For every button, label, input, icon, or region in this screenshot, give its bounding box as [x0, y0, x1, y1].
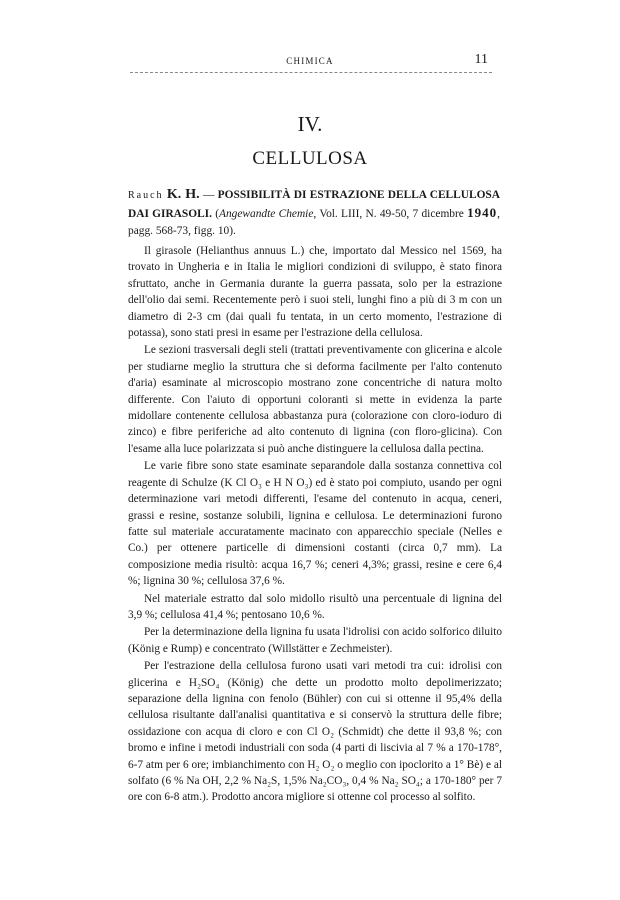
running-head — [0, 52, 620, 74]
section-number: IV. — [297, 112, 323, 136]
author-initials: K. H. — [166, 187, 200, 202]
citation-separator: — — [199, 189, 218, 201]
paragraph: Le varie fibre sono state esaminate separandole dalla sostanza connettiva col reagente di Schulze (K Cl O₃ e H N O₃) ed è stato poi compiuto, usando per ogni determinazione vari metodi differenti, l'esame del contenuto in acqua, ceneri, grassi e resine, sostanze solubili, lignina e cellulosa. Le determinazioni furono fatte sul materiale accuratamente macinato con apparecchio speciale (Nelles e Co.) per ottenere particelle di dimensioni costanti (circa 0,7 mm). La composizione media risultò: acqua 16,7 %; ceneri 4,3%; grassi, resine e cere 6,4 %; lignina 30 %; cellulosa 37,6 %. — [128, 460, 502, 588]
journal-name: Angewandte Chemie — [219, 208, 314, 220]
section-title: CELLULOSA — [252, 148, 368, 169]
header-divider — [130, 72, 492, 73]
paragraph: Il girasole (Helianthus annuus L.) che, importato dal Messico nel 1569, ha trovato in Ungheria e in Italia le migliori condizioni di sviluppo, è stato finora sfruttato, anche in Germania durante la guerra passata, solo per la estrazione dell'olio dai semi. Recentemente però i suoi steli, lunghi fino a più di 3 m con un diametro di 2-3 cm (dai quali fu tentata, in un certo momento, l'estrazione di potassa), sono stati presi in esame per l'estrazione della cellulosa. — [128, 245, 502, 340]
citation-pages: , pagg. 568-73, figg. 10). — [128, 208, 500, 237]
author-surname: Rauch — [128, 190, 164, 201]
article-body — [128, 243, 502, 807]
paragraph: Le sezioni trasversali degli steli (trattati preventivamente con glicerina e alcole per studiarne meglio la struttura che si deforma facilmente per l'alto contenuto d'aria) esaminate al microscopio mostrano zone concentriche di natura molto differente. Con l'aiuto di opportuni coloranti si mette in evidenza la parte midollare contenente cellulosa abbastanza pura (colorazione con cloro-ioduro di zinco) e fibre periferiche ad alto contenuto di lignina (con floro-glicina). Con l'esame alla luce polarizzata si può anche distinguere la cellulosa dalla pectina. — [128, 344, 502, 455]
page-number: 11 — [474, 52, 488, 67]
paragraph: Nel materiale estratto dal solo midollo risultò una percentuale di lignina del 3,9 %; cellulosa 41,4 %; pentosano 10,6 %. — [128, 592, 502, 621]
article-title: POSSIBILITÀ DI ESTRAZIONE DELLA CELLULOSA DAI GIRASOLI. — [128, 189, 500, 220]
citation-details: , Vol. LIII, N. 49-50, 7 dicembre — [313, 208, 468, 220]
running-title: CHIMICA — [286, 56, 334, 66]
paragraph: Per l'estrazione della cellulosa furono usati vari metodi tra cui: idrolisi con glicerina e H₂SO₄ (König) che dette un prodotto molto depolimerizzato; separazione della lignina con fenolo (Bühler) con cui si ottenne il 95,4% della cellulosa risultante dall'analisi quantitativa e si conservò la struttura delle fibre; ossidazione con acqua di cloro e con Cl O₂ (Schmidt) che dette il 93,8 %; con bromo e infine i metodi industriali con soda (4 parti di liscivia al 7 % a 170-178°, 6-7 atm per 6 ore; imbianchimento con H₂ O₂ o meglio con ipoclorito a 1° Bè) e al solfato (6 % Na OH, 2,2 % Na₂S, 1,5% Na₂CO₃, 0,4 % Na₂ SO₄; a 170-180° per 7 ore con 6-8 atm.). Prodotto ancora migliore si ottenne col processo al solfito. — [128, 660, 502, 804]
publication-year: 1940 — [467, 205, 498, 220]
citation: Rauch K. H. — POSSIBILITÀ DI ESTRAZIONE DELLA CELLULOSA DAI GIRASOLI. (Angewandte Chemie, Vol. LIII, N. 49-50, 7 dicembre 1940, pagg. 568-73, figg. 10). — [128, 187, 500, 237]
paragraph: Per la determinazione della lignina fu usata l'idrolisi con acido solforico diluito (König e Rump) e concentrato (Willstätter e Zechmeister). — [128, 626, 502, 655]
